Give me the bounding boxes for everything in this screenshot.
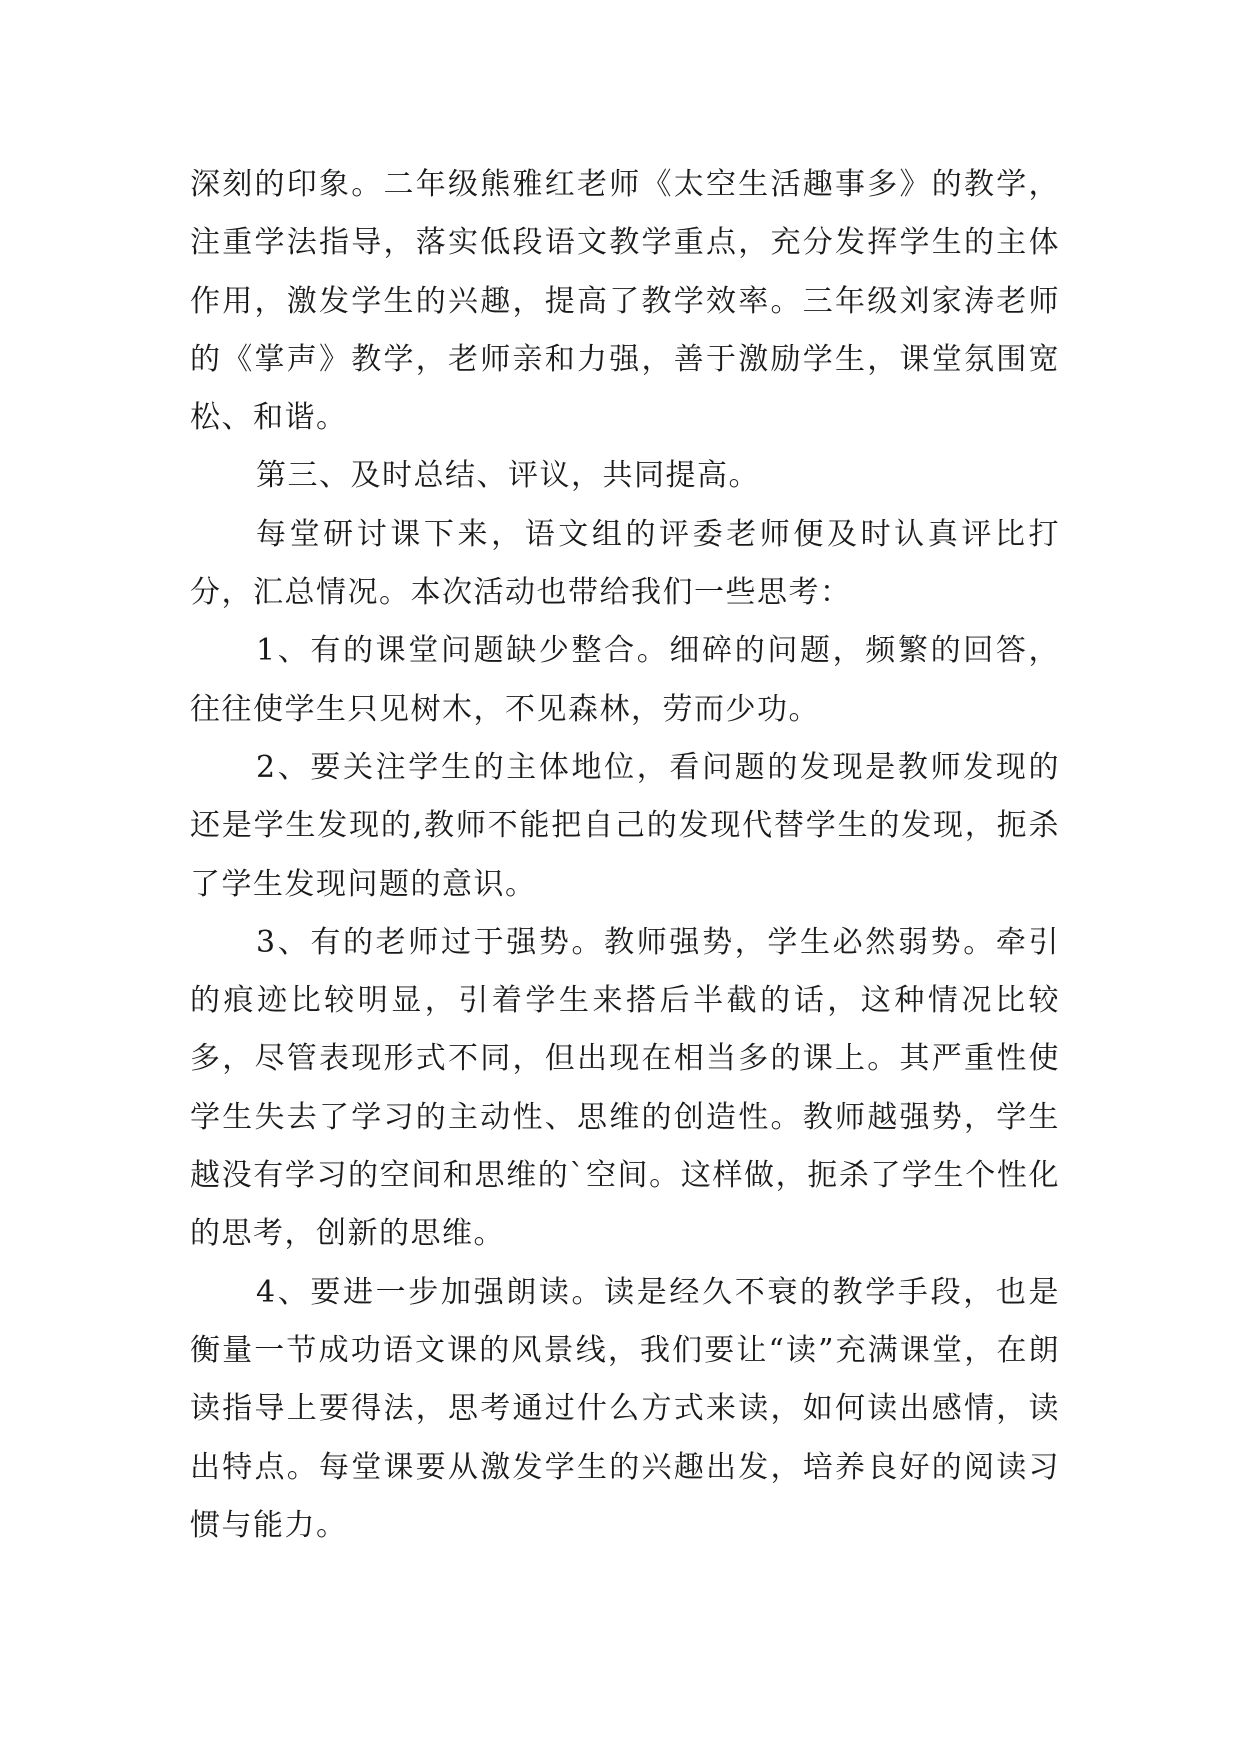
paragraph-1: 深刻的印象。二年级熊雅红老师《太空生活趣事多》的教学，注重学法指导，落实低段语文教学重点，充分发挥学生的主体作用，激发学生的兴趣，提高了教学效率。三年级刘家涛老师的《掌声》教学，老师亲和力强，善于激励学生，课堂氛围宽松、和谐。: [190, 167, 1060, 436]
paragraph-6: 3、有的老师过于强势。教师强势，学生必然弱势。牵引的痕迹比较明显，引着学生来搭后半截的话，这种情况比较多，尽管表现形式不同，但出现在相当多的课上。其严重性使学生失去了学习的主动性、思维的创造性。教师越强势，学生越没有学习的空间和思维的`空间。这样做，扼杀了学生个性化的思考，创新的思维。: [190, 924, 1060, 1252]
paragraph-3: 每堂研讨课下来，语文组的评委老师便及时认真评比打分，汇总情况。本次活动也带给我们一些思考：: [190, 516, 1060, 611]
paragraph-7: 4、要进一步加强朗读。读是经久不衰的教学手段，也是衡量一节成功语文课的风景线，我们要让“读”充满课堂，在朗读指导上要得法，思考通过什么方式来读，如何读出感情，读出特点。每堂课要从激发学生的兴趣出发，培养良好的阅读习惯与能力。: [190, 1274, 1060, 1543]
document-body: [190, 156, 1060, 1555]
paragraph-5: 2、要关注学生的主体地位，看问题的发现是教师发现的还是学生发现的,教师不能把自己的发现代替学生的发现，扼杀了学生发现问题的意识。: [190, 749, 1060, 902]
paragraph-2: 第三、及时总结、评议，共同提高。: [256, 458, 760, 494]
paragraph-4: 1、有的课堂问题缺少整合。细碎的问题，频繁的回答，往往使学生只见树木，不见森林，劳而少功。: [190, 633, 1060, 727]
